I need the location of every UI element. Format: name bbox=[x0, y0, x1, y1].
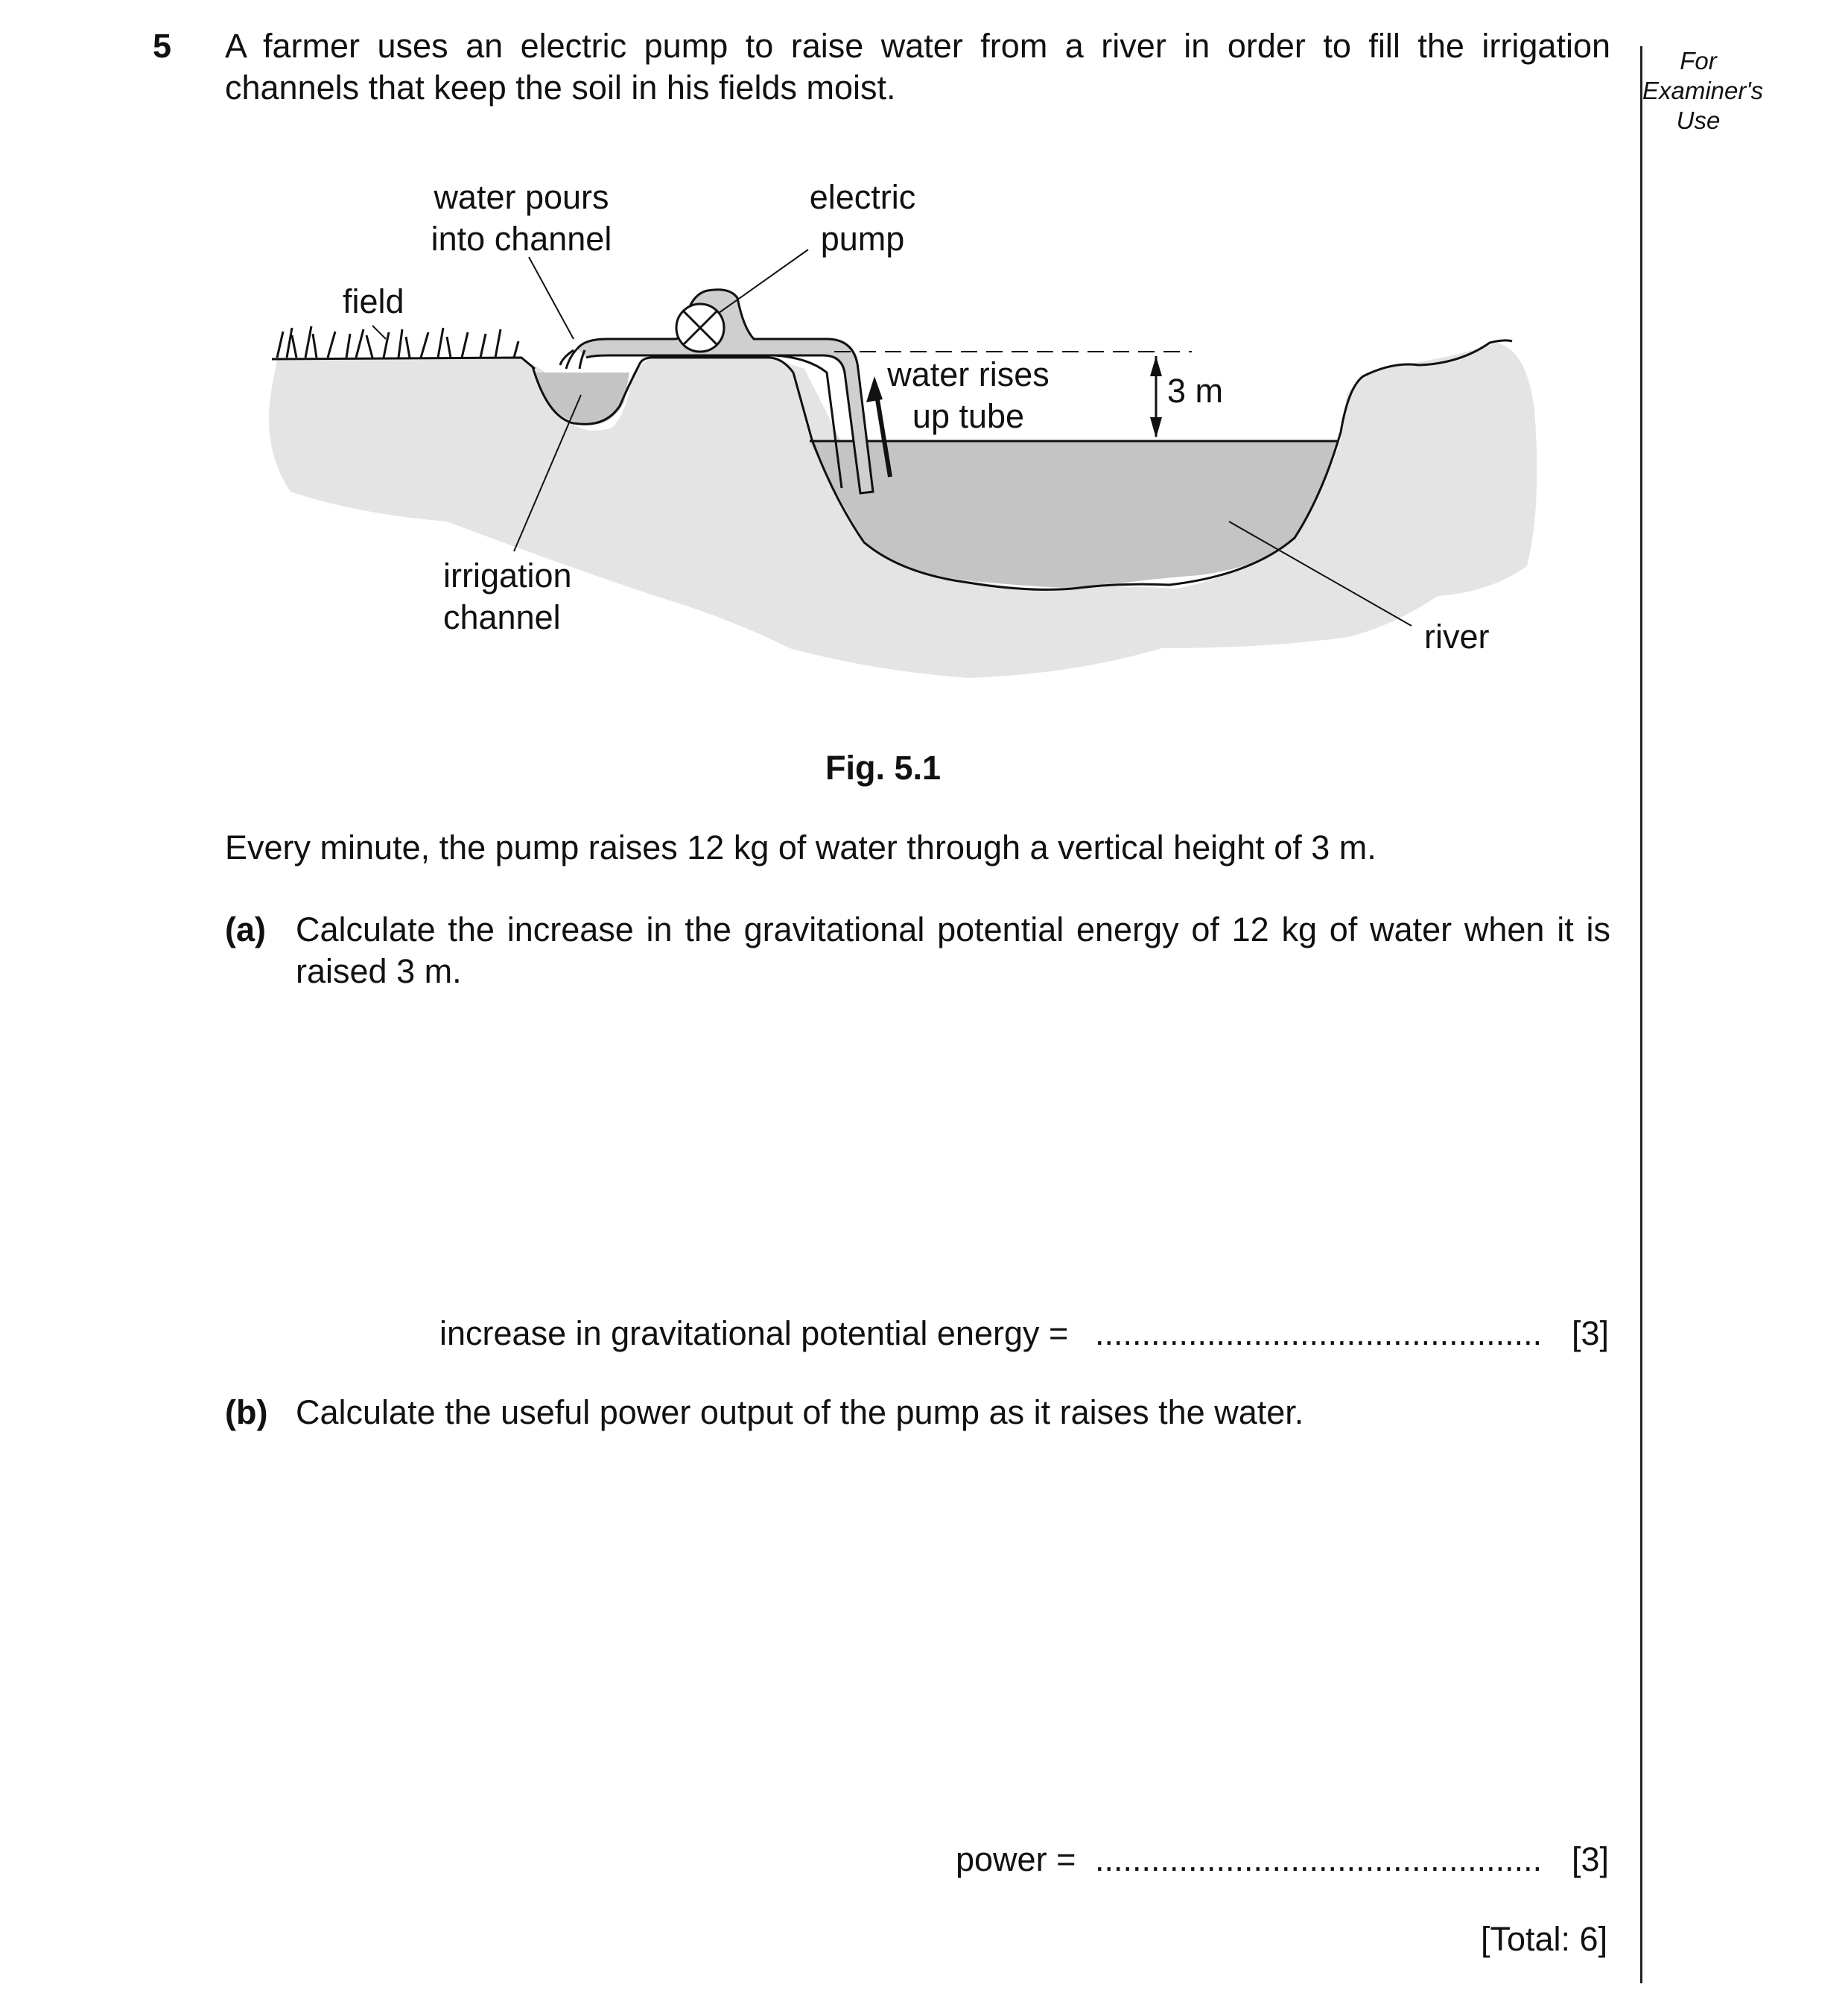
label-electric-pump-1: electric bbox=[809, 178, 916, 216]
part-b-text: Calculate the useful power output of the pump as it raises the water. bbox=[296, 1393, 1304, 1431]
label-water-pours-1: water pours bbox=[434, 178, 609, 216]
examiner-use-line-1: For bbox=[1680, 47, 1717, 75]
part-a-label: (a) bbox=[225, 910, 266, 948]
height-arrow-bottom bbox=[1150, 417, 1162, 438]
question-number: 5 bbox=[153, 27, 172, 65]
part-a-marks: [3] bbox=[1572, 1314, 1610, 1352]
question-intro: A farmer uses an electric pump to raise water from a river in order to fill the irrigation channels that keep the soil in his fields moist. bbox=[225, 27, 1610, 107]
leader-field bbox=[372, 326, 386, 339]
label-electric-pump-2: pump bbox=[820, 220, 905, 258]
label-irrigation-1: irrigation bbox=[443, 557, 572, 595]
leader-electric-pump bbox=[719, 250, 808, 313]
label-water-rises-1: water rises bbox=[887, 355, 1050, 393]
part-b-label: (b) bbox=[225, 1393, 268, 1431]
question-stem: Every minute, the pump raises 12 kg of water through a vertical height of 3 m. bbox=[225, 828, 1377, 866]
part-a-text: Calculate the increase in the gravitational potential energy of 12 kg of water when it is raised 3 m. bbox=[296, 910, 1610, 990]
label-irrigation-2: channel bbox=[443, 598, 561, 636]
part-b-marks: [3] bbox=[1572, 1840, 1610, 1878]
part-a-answer-line[interactable]: ................................................ bbox=[1095, 1314, 1543, 1352]
total-marks: [Total: 6] bbox=[1481, 1920, 1608, 1958]
grass bbox=[277, 326, 518, 358]
leader-water-pours bbox=[529, 257, 574, 339]
label-water-rises-2: up tube bbox=[912, 397, 1025, 435]
label-field: field bbox=[343, 282, 404, 320]
part-b-answer-prompt: power = bbox=[956, 1840, 1076, 1878]
label-water-pours-2: into channel bbox=[431, 220, 612, 258]
part-a-answer-prompt: increase in gravitational potential energy = bbox=[439, 1314, 1069, 1352]
figure-caption: Fig. 5.1 bbox=[825, 749, 942, 787]
part-b-answer-line[interactable]: ................................................ bbox=[1095, 1840, 1543, 1878]
examiner-use-line-2: Examiner's bbox=[1642, 77, 1764, 104]
label-height: 3 m bbox=[1167, 372, 1224, 410]
height-arrow-top bbox=[1150, 356, 1162, 376]
examiner-use-line-3: Use bbox=[1676, 107, 1721, 134]
label-river: river bbox=[1424, 618, 1490, 656]
rise-arrow-head bbox=[866, 376, 883, 402]
figure-5-1 bbox=[0, 0, 1848, 745]
